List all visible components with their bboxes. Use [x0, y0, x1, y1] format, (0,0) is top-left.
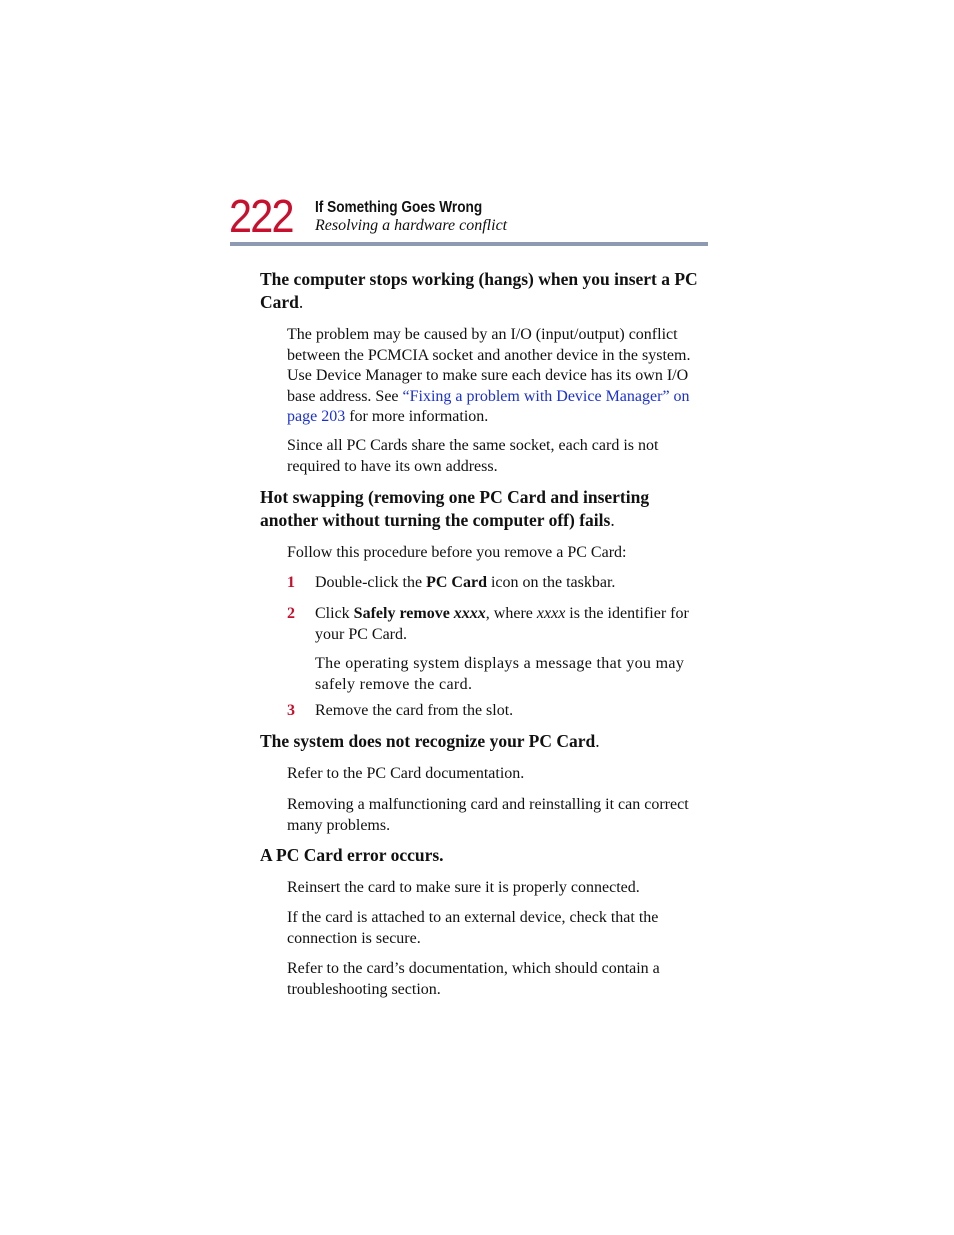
device-manager-link[interactable]: “Fixing a problem with Device Manager” on page 203 [287, 387, 690, 425]
running-head [315, 199, 507, 235]
heading-error-occurs: A PC Card error occurs. [260, 845, 444, 865]
paragraph: If the card is attached to an external device, check that the connection is secure. [287, 909, 659, 947]
paragraph: Reinsert the card to make sure it is properly connected. [287, 879, 640, 896]
step-number: 1 [287, 574, 295, 591]
step-text: Click Safely remove xxxx, where xxxx is the identifier for your PC Card. [315, 605, 689, 643]
heading-pc-card-hangs: The computer stops working (hangs) when you insert a PC Card. [260, 269, 698, 312]
step-text: Double-click the PC Card icon on the taskbar. [315, 574, 616, 591]
procedure-intro: Follow this procedure before you remove a PC Card: [287, 544, 627, 561]
paragraph-io-conflict: The problem may be caused by an I/O (input/output) conflict between the PCMCIA socket and another device in the system. Use Device Manager to make sure each device has its own I/O base address. See “Fixing a problem with Device Manager” on page 203 for more information. [287, 326, 691, 425]
paragraph: Removing a malfunctioning card and reinstalling it can correct many problems. [287, 796, 689, 834]
step-number: 2 [287, 605, 295, 622]
step-result: The operating system displays a message that you may safely remove the card. [315, 655, 685, 693]
chapter-title: If Something Goes Wrong [315, 199, 483, 216]
heading-hot-swapping: Hot swapping (removing one PC Card and inserting another without turning the computer off) fails. [260, 487, 650, 530]
page-number: 222 [229, 190, 293, 242]
heading-not-recognized: The system does not recognize your PC Card. [260, 731, 600, 751]
header-rule [230, 242, 708, 246]
step-number: 3 [287, 702, 295, 719]
paragraph-shared-socket: Since all PC Cards share the same socket, each card is not required to have its own address. [287, 437, 659, 475]
paragraph: Refer to the card’s documentation, which should contain a troubleshooting section. [287, 960, 660, 998]
step-text: Remove the card from the slot. [315, 702, 514, 719]
paragraph: Refer to the PC Card documentation. [287, 765, 525, 782]
section-title: Resolving a hardware conflict [315, 217, 508, 234]
